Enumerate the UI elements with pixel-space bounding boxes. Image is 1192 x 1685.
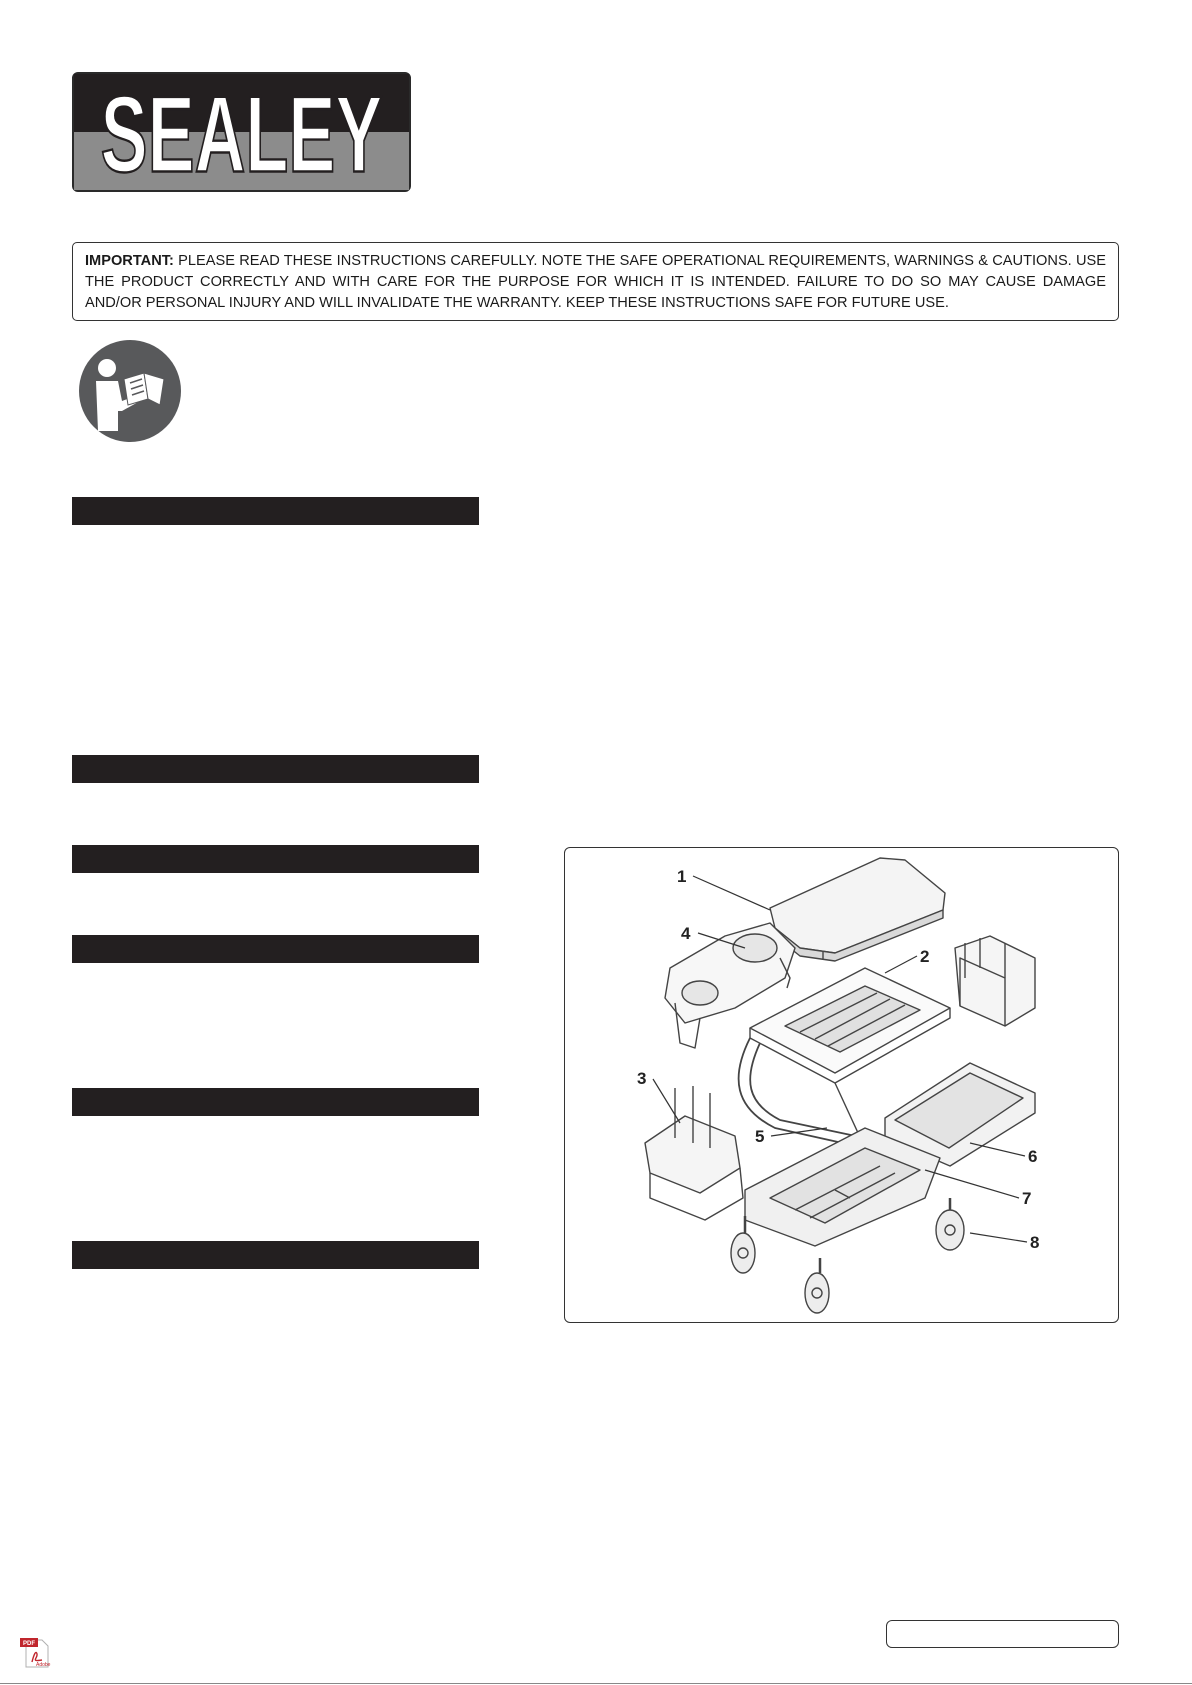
pdf-file-icon[interactable] [20, 1636, 50, 1668]
part-base [745, 1128, 940, 1246]
callout-8: 8 [1030, 1233, 1040, 1252]
callout-7: 7 [1022, 1189, 1032, 1208]
section-heading-bar [72, 845, 479, 873]
callout-5: 5 [755, 1127, 765, 1146]
read-instructions-icon [78, 339, 182, 443]
pdf-icon-sub: Adobe [36, 1662, 51, 1668]
page-reference-box [886, 1620, 1119, 1648]
callout-1: 1 [677, 867, 687, 886]
callout-3: 3 [637, 1069, 647, 1088]
logo-text: SEALEY [100, 74, 383, 196]
pdf-icon-label: PDF [23, 1641, 35, 1647]
section-heading-bar [72, 1241, 479, 1269]
part-side-bin-right [955, 936, 1035, 1026]
section-heading-bar [72, 935, 479, 963]
section-heading-bar [72, 1088, 479, 1116]
bottom-rule [0, 1683, 1192, 1684]
callout-6: 6 [1028, 1147, 1038, 1166]
sealey-logo [72, 72, 411, 196]
part-side-bin-left [645, 1086, 743, 1220]
important-lead: IMPORTANT: [85, 253, 174, 269]
callout-4: 4 [681, 924, 691, 943]
important-notice [72, 242, 1119, 321]
part-seat-pad [770, 858, 945, 961]
section-heading-bar [72, 755, 479, 783]
section-heading-bar [72, 497, 479, 525]
callout-2: 2 [920, 947, 930, 966]
parts-diagram [564, 847, 1119, 1323]
important-text: PLEASE READ THESE INSTRUCTIONS CAREFULLY. NOTE THE SAFE OPERATIONAL REQUIREMENTS, WARNINGS & CAUTIONS. USE THE PRODUCT CORRECTLY AND WITH CARE FOR THE PURPOSE FOR WHICH IT IS INTENDED. FAILURE TO DO SO MAY CAUSE DAMAGE AND/OR PERSONAL INJURY AND WILL INVALIDATE THE WARRANTY. KEEP THESE INSTRUCTIONS SAFE FOR FUTURE USE. [85, 253, 1106, 311]
